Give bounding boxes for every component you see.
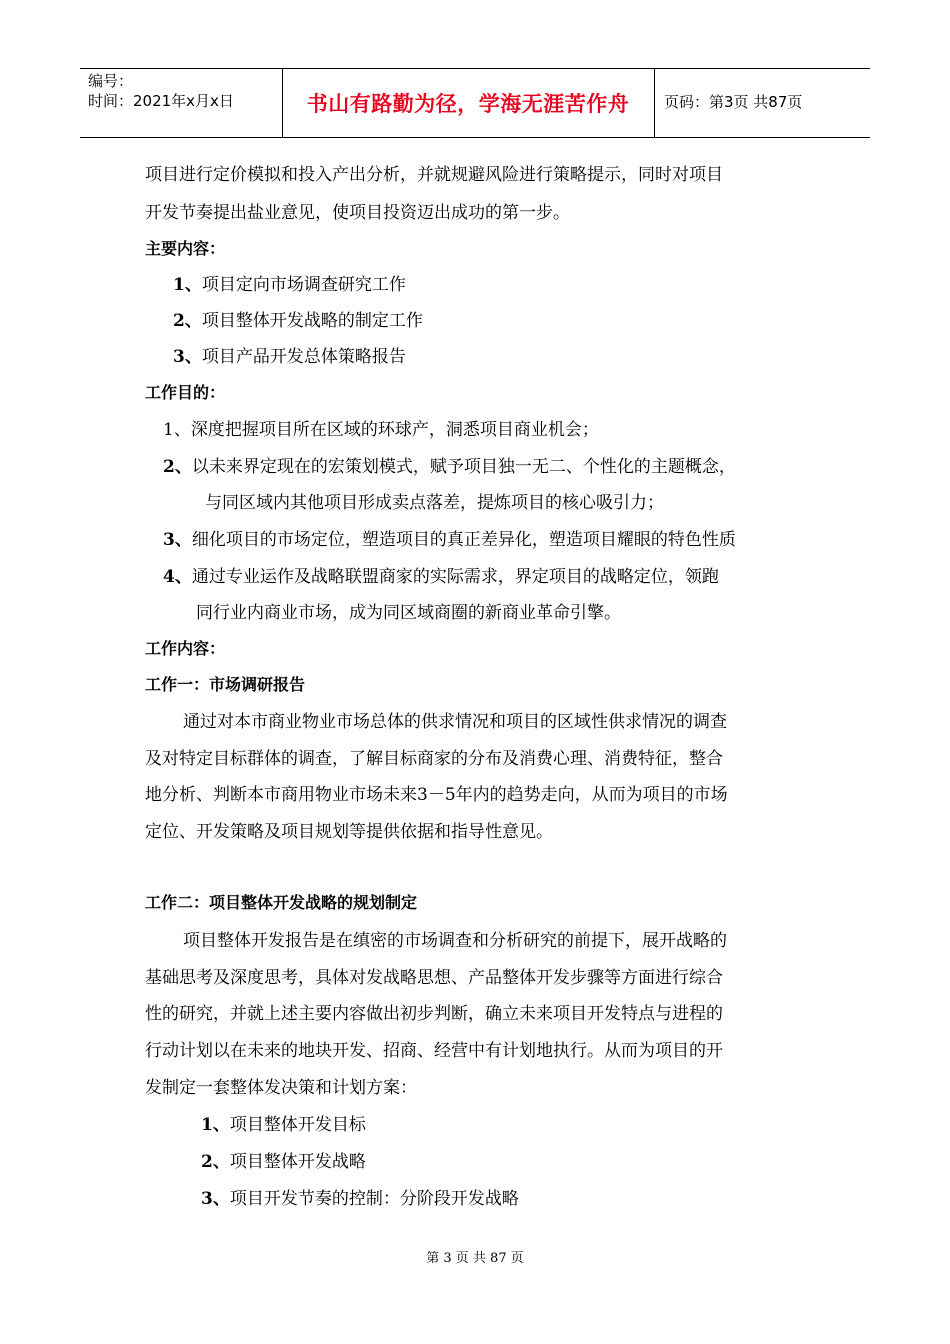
paragraph-line: 性的研究，并就上述主要内容做出初步判断，确立未来项目开发特点与进程的 xyxy=(145,1004,723,1024)
paragraph-line: 地分析、判断本市商用物业市场未来3－5年内的趋势走向，从而为项目的市场 xyxy=(145,785,728,805)
paragraph-line: 发制定一套整体发决策和计划方案： xyxy=(145,1078,417,1098)
intro-line: 项目进行定价模拟和投入产出分析，并就规避风险进行策略提示，同时对项目 xyxy=(145,165,723,185)
list-item-continuation: 同行业内商业市场，成为同区域商圈的新商业革命引擎。 xyxy=(196,603,621,623)
main-content-heading: 主要内容： xyxy=(145,239,226,258)
header-motto: 书山有路勤为径，学海无涯苦作舟 xyxy=(306,92,630,116)
doc-number-label: 编号： xyxy=(88,72,134,90)
work1-title: 工作一：市场调研报告 xyxy=(145,675,306,694)
list-item: 3、细化项目的市场定位，塑造项目的真正差异化，塑造项目耀眼的特色性质 xyxy=(163,530,736,550)
list-item: 3、项目开发节奏的控制：分阶段开发战略 xyxy=(201,1189,519,1209)
list-item: 4、通过专业运作及战略联盟商家的实际需求，界定项目的战略定位，领跑 xyxy=(163,567,719,587)
header-page-label: 页码：第3页 共87页 xyxy=(664,93,803,111)
list-item: 1、深度把握项目所在区域的环球产，洞悉项目商业机会； xyxy=(163,420,599,440)
header-meta xyxy=(88,71,234,111)
list-item: 1、项目整体开发目标 xyxy=(201,1115,366,1135)
page-footer: 第 3 页 共 87 页 xyxy=(426,1251,524,1266)
list-item: 1、项目定向市场调查研究工作 xyxy=(173,275,406,295)
paragraph-line: 项目整体开发报告是在缜密的市场调查和分析研究的前提下，展开战略的 xyxy=(183,931,727,951)
list-item-continuation: 与同区域内其他项目形成卖点落差，提炼项目的核心吸引力； xyxy=(205,493,664,513)
list-item: 2、项目整体开发战略 xyxy=(201,1152,366,1172)
paragraph-line: 及对特定目标群体的调查，了解目标商家的分布及消费心理、消费特征，整合 xyxy=(145,749,723,769)
doc-time-label: 时间：2021年x月x日 xyxy=(88,92,234,110)
work-content-heading: 工作内容： xyxy=(145,639,226,658)
page-header xyxy=(80,68,870,138)
paragraph-line: 通过对本市商业物业市场总体的供求情况和项目的区域性供求情况的调查 xyxy=(183,712,727,732)
list-item: 3、项目产品开发总体策略报告 xyxy=(173,347,406,367)
paragraph-line: 基础思考及深度思考，具体对发战略思想、产品整体开发步骤等方面进行综合 xyxy=(145,968,723,988)
paragraph-line: 行动计划以在未来的地块开发、招商、经营中有计划地执行。从而为项目的开 xyxy=(145,1041,723,1061)
header-divider xyxy=(654,69,655,137)
work2-title: 工作二：项目整体开发战略的规划制定 xyxy=(145,893,418,912)
work-goals-heading: 工作目的： xyxy=(145,383,226,402)
list-item: 2、以未来界定现在的宏策划模式，赋予项目独一无二、个性化的主题概念， xyxy=(163,457,736,477)
intro-line: 开发节奏提出盐业意见，使项目投资迈出成功的第一步。 xyxy=(145,203,570,223)
paragraph-line: 定位、开发策略及项目规划等提供依据和指导性意见。 xyxy=(145,822,553,842)
list-item: 2、项目整体开发战略的制定工作 xyxy=(173,311,423,331)
